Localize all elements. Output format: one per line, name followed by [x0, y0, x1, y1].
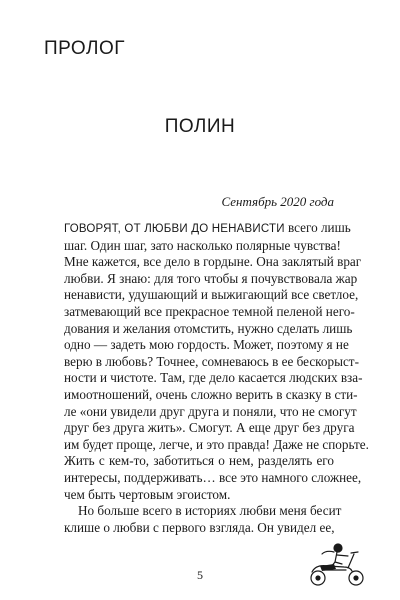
- chapter-title: ПОЛИН: [164, 116, 236, 137]
- text-line: Но больше всего в историях любви меня бесит: [78, 503, 342, 519]
- text-line: Мне кажется, все дело в гордыне. Она заклятый враг: [64, 254, 362, 270]
- text-line: интересы, поддерживать… все это намного сложнее,: [64, 469, 362, 485]
- text-line-1: [64, 220, 351, 238]
- text-line: ненависти, удушающий и выжигающий все светлое,: [64, 287, 359, 303]
- text-line: любви. Я знаю: для того чтобы я почувствовала жар: [64, 270, 358, 286]
- text-line: Жить с кем-то, заботиться о нем, разделять его: [64, 453, 334, 469]
- lead-in-rest: всего лишь: [287, 220, 351, 235]
- text-line: им будет проще, легче, и это правда! Даже не спорьте.: [64, 436, 369, 452]
- lead-in-caps: ГОВОРЯТ, ОТ ЛЮБВИ ДО НЕНАВИСТИ: [64, 223, 285, 235]
- dateline: Сентябрь 2020 года: [221, 194, 334, 209]
- text-line: ности и чистоте. Там, где дело касается людских вза-: [64, 370, 363, 386]
- text-line: верю в любовь? Точнее, сомневаюсь в ее бескорыст-: [64, 353, 359, 369]
- moped-rider-icon: [304, 540, 374, 588]
- text-line: шаг. Один шаг, зато насколько полярные чувства!: [64, 237, 341, 253]
- prologue-heading: ПРОЛОГ: [44, 38, 126, 59]
- text-line: имоотношений, очень сложно верить в сказку в сти-: [64, 386, 358, 402]
- text-line: затмевающий все прекрасное темной пеленой него-: [64, 303, 355, 319]
- text-line: чем быть чертовым эгоистом.: [64, 486, 231, 502]
- text-line: друг без друга жить». Смогут. А еще друг без друга: [64, 420, 355, 436]
- text-line: одно — задеть мою гордость. Может, поэтому я не: [64, 337, 349, 353]
- text-line: ле «они увидели друг друга и поняли, что не смогут: [64, 403, 357, 419]
- text-line: клише о любви с первого взгляда. Он увидел ее,: [64, 519, 335, 535]
- text-line: дования и желания отомстить, нужно сделать лишь: [64, 320, 353, 336]
- body-text: [64, 220, 369, 536]
- page-number: 5: [197, 568, 203, 582]
